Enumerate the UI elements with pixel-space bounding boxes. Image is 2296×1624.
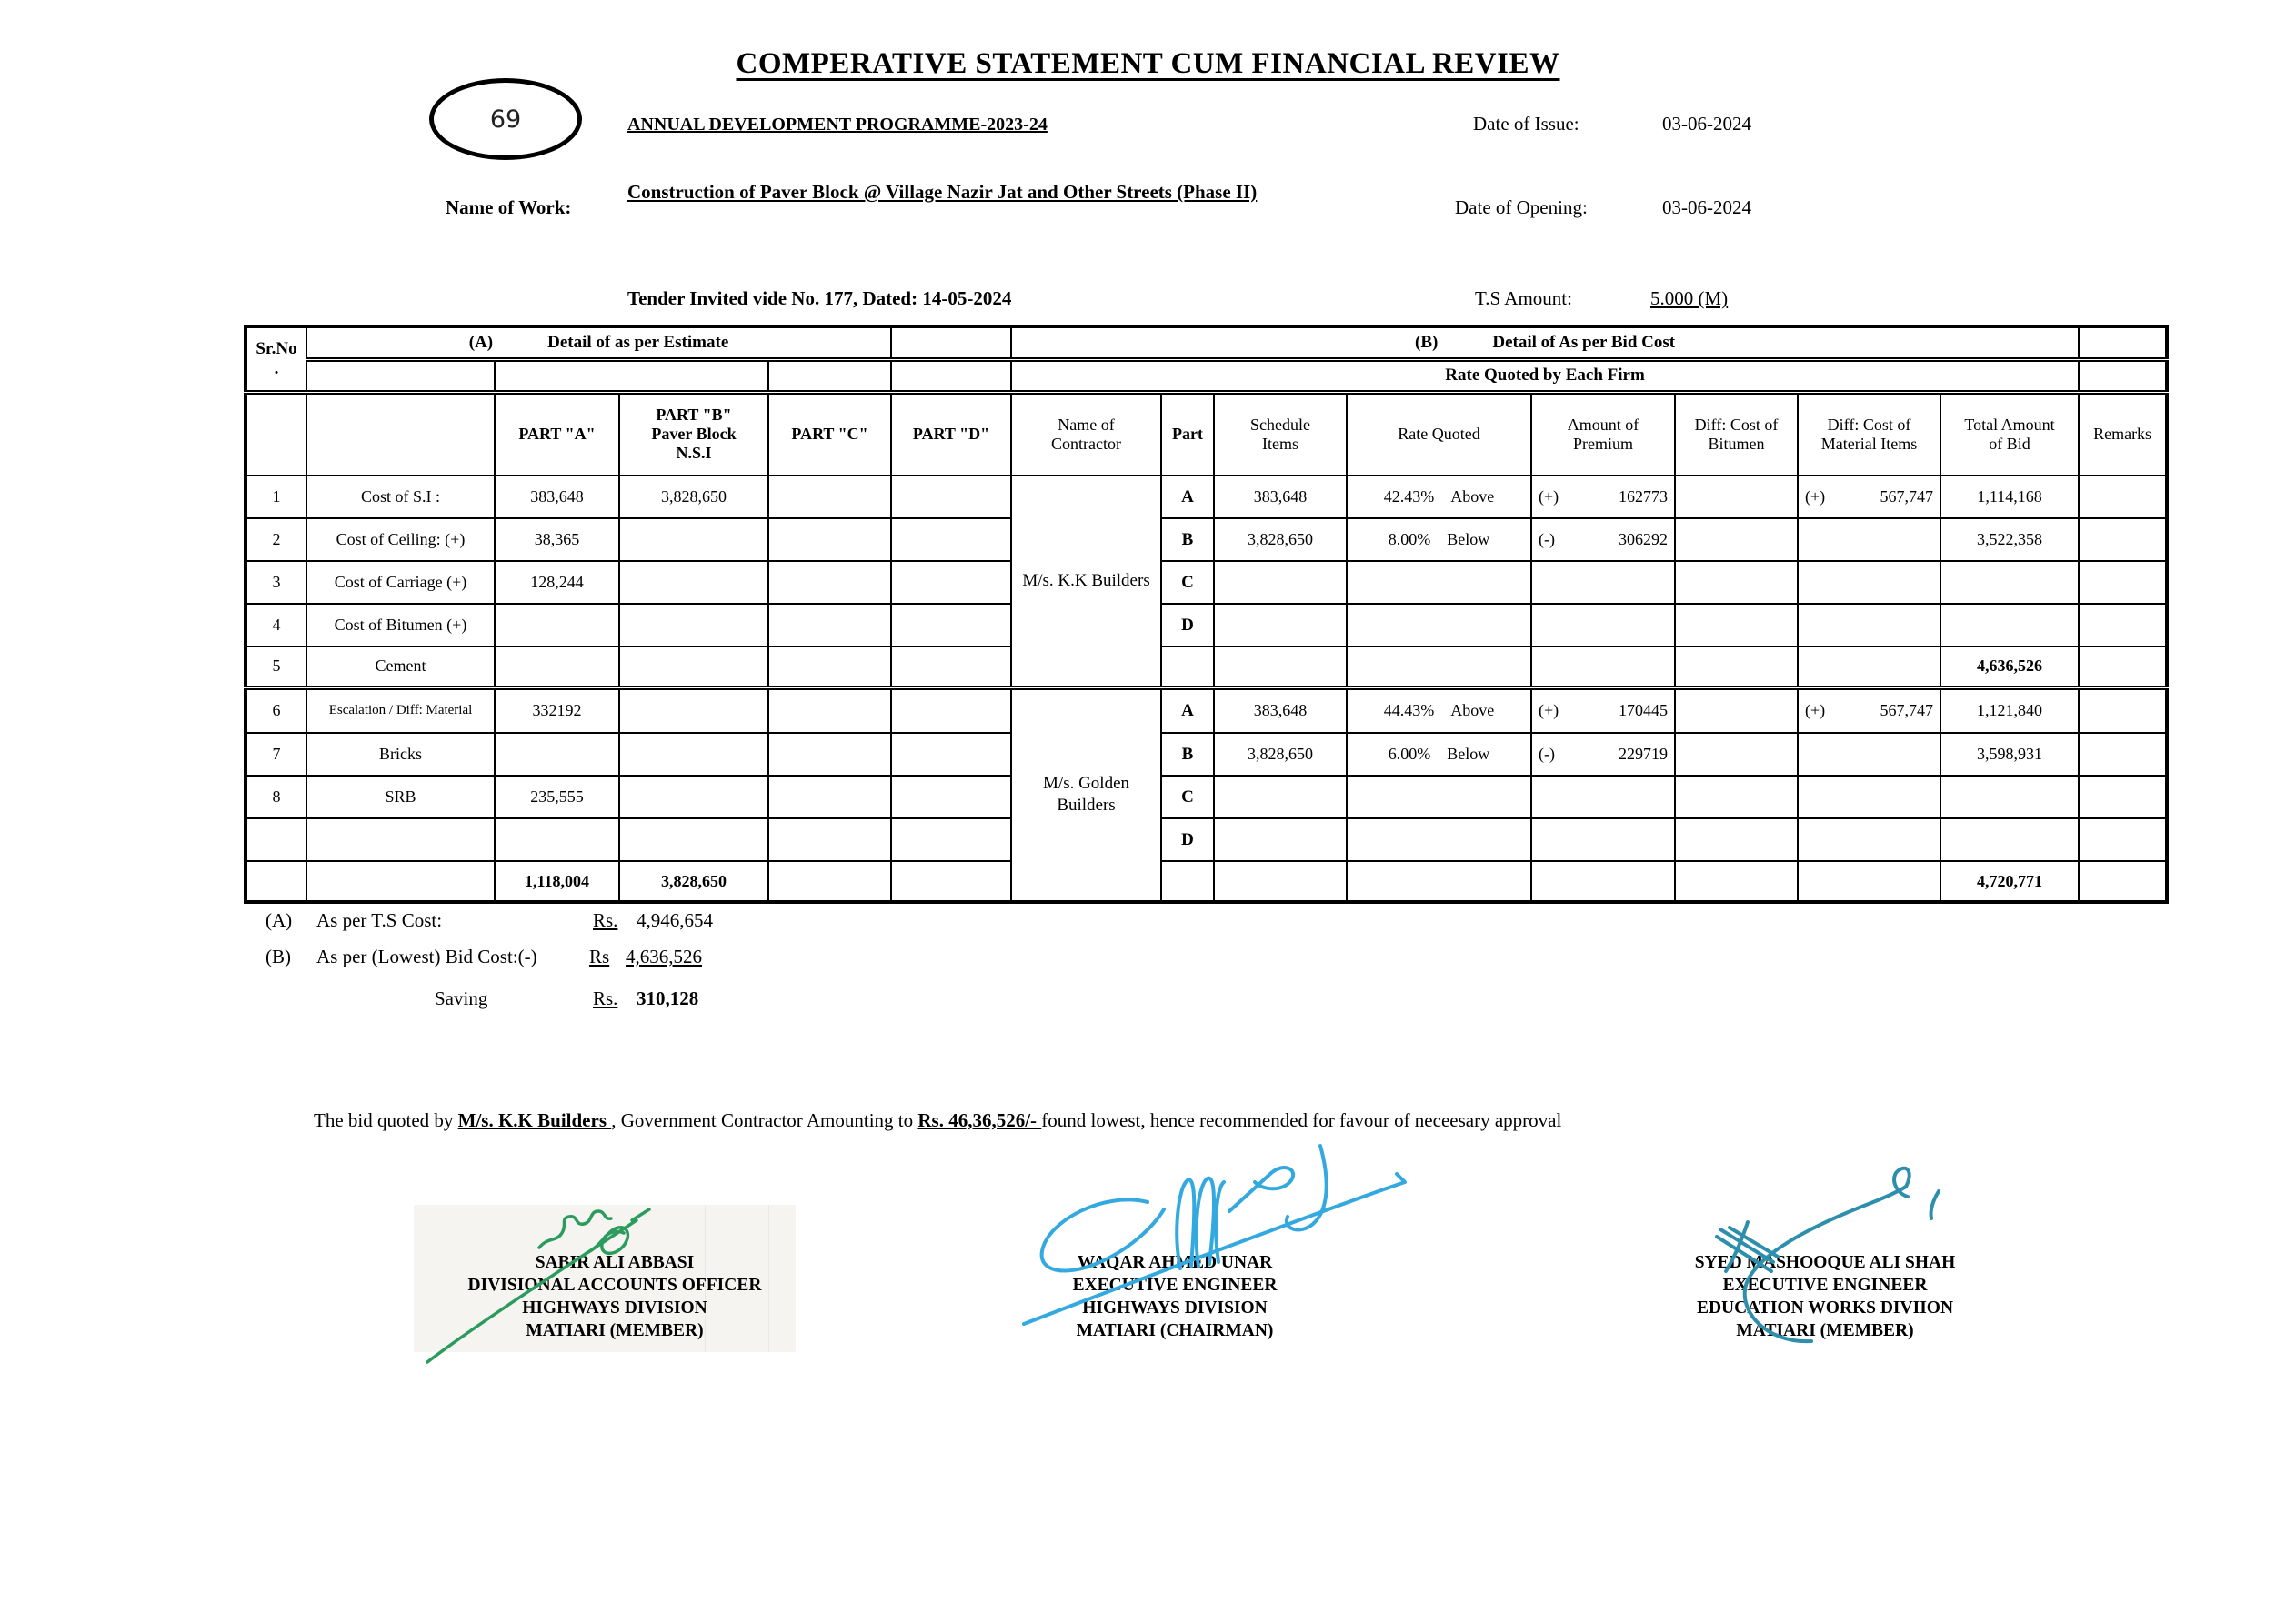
- estimate-part-c: [768, 687, 891, 733]
- serial-number-circle: [429, 78, 582, 160]
- bid-remarks: [2079, 604, 2167, 647]
- signatory-name: SABIR ALI ABBASI: [535, 1253, 695, 1272]
- signatory-division: HIGHWAYS DIVISION: [522, 1298, 707, 1318]
- estimate-part-b: [619, 776, 768, 818]
- blank-cell: [768, 359, 891, 392]
- summary-a-value: 4,946,654: [637, 909, 713, 931]
- bid-material: [1798, 518, 1940, 561]
- bid-schedule: [1214, 647, 1347, 687]
- col-header-premium: Amount of Premium: [1531, 392, 1675, 476]
- estimate-part-d: [891, 604, 1011, 647]
- col-header-part-d: PART "D": [891, 392, 1011, 476]
- estimate-part-d: [891, 476, 1011, 518]
- bid-rate-quoted: [1347, 647, 1531, 687]
- estimate-desc: Cost of Ceiling: (+): [306, 518, 495, 561]
- blank-cell: [891, 359, 1011, 392]
- bid-rate-quoted: 8.00% Below: [1347, 518, 1531, 561]
- estimate-part-d: [891, 647, 1011, 687]
- bid-rate-quoted: 6.00% Below: [1347, 733, 1531, 776]
- estimate-desc: Cement: [306, 647, 495, 687]
- bid-material: [1798, 733, 1940, 776]
- estimate-part-c: [768, 861, 891, 902]
- summary-b-value: 4,636,526: [626, 946, 702, 967]
- table-row: [246, 518, 2167, 561]
- estimate-part-d: [891, 518, 1011, 561]
- bid-premium: [1531, 604, 1675, 647]
- bid-total: [1940, 604, 2079, 647]
- bid-material: [1798, 647, 1940, 687]
- bid-rate-quoted: 42.43% Above: [1347, 476, 1531, 518]
- serial-number: 69: [489, 105, 522, 134]
- bid-bitumen: [1675, 561, 1798, 604]
- table-row: [246, 861, 2167, 902]
- estimate-part-c: [768, 776, 891, 818]
- blank-cell: [306, 359, 495, 392]
- name-of-work-value: Construction of Paver Block @ Village Nazir Jat and Other Streets (Phase II): [627, 181, 1258, 203]
- bid-schedule: [1214, 861, 1347, 902]
- summary-saving-value: 310,128: [637, 987, 699, 1009]
- table-header-row-1: [246, 326, 2167, 359]
- section-b-header: (B) Detail of As per Bid Cost: [1011, 326, 2079, 359]
- estimate-part-d: [891, 861, 1011, 902]
- bid-material: [1798, 561, 1940, 604]
- bid-material: [1798, 604, 1940, 647]
- recommendation-pre: The bid quoted by: [314, 1109, 458, 1131]
- bid-bitumen: [1675, 861, 1798, 902]
- estimate-part-d: [891, 776, 1011, 818]
- bid-bitumen: [1675, 476, 1798, 518]
- ts-amount-label: T.S Amount:: [1475, 287, 1572, 309]
- bid-total: 3,598,931: [1940, 733, 2079, 776]
- estimate-part-a: [495, 733, 619, 776]
- bid-remarks: [2079, 861, 2167, 902]
- estimate-part-b: [619, 604, 768, 647]
- estimate-part-d: [891, 687, 1011, 733]
- bid-premium: [1531, 861, 1675, 902]
- estimate-part-a: 383,648: [495, 476, 619, 518]
- estimate-part-c: [768, 518, 891, 561]
- bid-rate-quoted: [1347, 561, 1531, 604]
- estimate-part-a: [495, 818, 619, 861]
- bid-schedule: 3,828,650: [1214, 518, 1347, 561]
- estimate-srno: 5: [246, 647, 306, 687]
- summary-saving-label: Saving: [435, 987, 488, 1009]
- table-row: [246, 818, 2167, 861]
- estimate-srno: [246, 861, 306, 902]
- estimate-srno: 2: [246, 518, 306, 561]
- summary-a-currency: Rs.: [593, 909, 618, 931]
- estimate-part-b: [619, 733, 768, 776]
- estimate-desc: [306, 818, 495, 861]
- bid-bitumen: [1675, 687, 1798, 733]
- tender-invited-line: Tender Invited vide No. 177, Dated: 14-05-2024: [627, 287, 1012, 309]
- col-header-part-a: PART "A": [495, 392, 619, 476]
- bid-premium: (-) 306292: [1531, 518, 1675, 561]
- table-row: [246, 647, 2167, 687]
- estimate-total-part-a: 1,118,004: [495, 861, 619, 902]
- bid-schedule: [1214, 818, 1347, 861]
- bid-premium: [1531, 818, 1675, 861]
- signatory-name: SYED MASHOOQUE ALI SHAH: [1694, 1253, 1956, 1272]
- blank-cell: [2079, 359, 2167, 392]
- section-a-header: (A) Detail of as per Estimate: [306, 326, 891, 359]
- estimate-part-a: 332192: [495, 687, 619, 733]
- estimate-srno: 6: [246, 687, 306, 733]
- bid-schedule: [1214, 604, 1347, 647]
- estimate-part-b: [619, 818, 768, 861]
- bid-material: (+) 567,747: [1798, 687, 1940, 733]
- rate-quoted-banner: Rate Quoted by Each Firm: [1011, 359, 2079, 392]
- bid-bitumen: [1675, 733, 1798, 776]
- bid-part: [1161, 861, 1214, 902]
- signatory-role: MATIARI (MEMBER): [1736, 1321, 1914, 1340]
- bid-rate-quoted: [1347, 861, 1531, 902]
- recommendation-line: [314, 1109, 2132, 1132]
- bid-bitumen: [1675, 647, 1798, 687]
- recommendation-mid: , Government Contractor Amounting to: [611, 1109, 918, 1131]
- estimate-part-b: [619, 561, 768, 604]
- bid-premium: [1531, 561, 1675, 604]
- col-header-total-bid: Total Amount of Bid: [1940, 392, 2079, 476]
- bid-premium: [1531, 776, 1675, 818]
- bid-remarks: [2079, 687, 2167, 733]
- bid-remarks: [2079, 518, 2167, 561]
- signature-block-member-2: [1589, 1251, 2061, 1342]
- table-row: [246, 476, 2167, 518]
- summary-b-currency: Rs: [589, 946, 610, 967]
- bid-bitumen: [1675, 776, 1798, 818]
- bid-schedule: 383,648: [1214, 687, 1347, 733]
- date-of-issue-label: Date of Issue:: [1473, 113, 1579, 135]
- estimate-part-b: 3,828,650: [619, 476, 768, 518]
- estimate-desc: SRB: [306, 776, 495, 818]
- bid-total: 1,121,840: [1940, 687, 2079, 733]
- estimate-desc: Bricks: [306, 733, 495, 776]
- bid-total: [1940, 818, 2079, 861]
- estimate-part-c: [768, 604, 891, 647]
- bid-rate-quoted: 44.43% Above: [1347, 687, 1531, 733]
- recommended-contractor: M/s. K.K Builders: [457, 1109, 612, 1131]
- estimate-part-a: 38,365: [495, 518, 619, 561]
- bid-part: C: [1161, 776, 1214, 818]
- col-header-contractor: Name of Contractor: [1011, 392, 1161, 476]
- blank-cell: [246, 392, 306, 476]
- bid-remarks: [2079, 647, 2167, 687]
- bid-rate-quoted: [1347, 818, 1531, 861]
- col-header-part-b: PART "B" Paver Block N.S.I: [619, 392, 768, 476]
- bid-premium: (-) 229719: [1531, 733, 1675, 776]
- date-of-opening-label: Date of Opening:: [1455, 196, 1588, 218]
- estimate-part-b: [619, 647, 768, 687]
- summary-a-label: (A): [266, 909, 293, 931]
- contractor-name: M/s. K.K Builders: [1011, 476, 1161, 687]
- summary-saving-currency: Rs.: [593, 987, 618, 1009]
- bid-grand-total: 4,636,526: [1940, 647, 2079, 687]
- bid-remarks: [2079, 776, 2167, 818]
- signatory-title: EXECUTIVE ENGINEER: [1072, 1276, 1278, 1295]
- estimate-srno: 4: [246, 604, 306, 647]
- blank-cell: [306, 392, 495, 476]
- bid-part: B: [1161, 518, 1214, 561]
- estimate-desc: Cost of S.I :: [306, 476, 495, 518]
- bid-premium: [1531, 647, 1675, 687]
- summary-a-text: As per T.S Cost:: [316, 909, 443, 931]
- bid-rate-quoted: [1347, 604, 1531, 647]
- estimate-srno: 8: [246, 776, 306, 818]
- bid-remarks: [2079, 733, 2167, 776]
- signatory-title: EXECUTIVE ENGINEER: [1722, 1276, 1928, 1295]
- table-column-header-row: [246, 392, 2167, 476]
- estimate-srno: 1: [246, 476, 306, 518]
- bid-part: D: [1161, 604, 1214, 647]
- bid-bitumen: [1675, 604, 1798, 647]
- estimate-srno: 7: [246, 733, 306, 776]
- estimate-total-part-b: 3,828,650: [619, 861, 768, 902]
- header-gap-cell: [2079, 326, 2167, 359]
- programme-title: ANNUAL DEVELOPMENT PROGRAMME-2023-24: [627, 115, 1048, 135]
- estimate-srno: [246, 818, 306, 861]
- col-header-rate-quoted: Rate Quoted: [1347, 392, 1531, 476]
- estimate-part-a: [495, 604, 619, 647]
- signatory-division: EDUCATION WORKS DIVIION: [1696, 1298, 1954, 1318]
- bid-bitumen: [1675, 518, 1798, 561]
- page-title: COMPERATIVE STATEMENT CUM FINANCIAL REVIEW: [736, 47, 1560, 80]
- ts-amount-value: 5.000 (M): [1650, 287, 1729, 309]
- estimate-part-c: [768, 647, 891, 687]
- bid-part: B: [1161, 733, 1214, 776]
- signature-block-chairman: [938, 1251, 1411, 1342]
- estimate-part-d: [891, 561, 1011, 604]
- bid-remarks: [2079, 476, 2167, 518]
- estimate-desc: [306, 861, 495, 902]
- signatory-title: DIVISIONAL ACCOUNTS OFFICER: [467, 1276, 762, 1295]
- col-header-remarks: Remarks: [2079, 392, 2167, 476]
- estimate-part-d: [891, 818, 1011, 861]
- bid-premium: (+) 170445: [1531, 687, 1675, 733]
- bid-material: [1798, 861, 1940, 902]
- bid-schedule: [1214, 561, 1347, 604]
- bid-total: 1,114,168: [1940, 476, 2079, 518]
- col-header-bitumen: Diff: Cost of Bitumen: [1675, 392, 1798, 476]
- bid-material: (+) 567,747: [1798, 476, 1940, 518]
- col-header-part-c: PART "C": [768, 392, 891, 476]
- estimate-part-c: [768, 818, 891, 861]
- bid-schedule: 3,828,650: [1214, 733, 1347, 776]
- bid-material: [1798, 776, 1940, 818]
- date-of-opening-value: 03-06-2024: [1662, 196, 1751, 218]
- col-header-schedule: Schedule Items: [1214, 392, 1347, 476]
- signatory-role: MATIARI (CHAIRMAN): [1076, 1321, 1274, 1340]
- estimate-part-a: 235,555: [495, 776, 619, 818]
- recommended-amount: Rs. 46,36,526/-: [917, 1109, 1042, 1131]
- bid-part: D: [1161, 818, 1214, 861]
- estimate-srno: 3: [246, 561, 306, 604]
- bid-part: A: [1161, 476, 1214, 518]
- signatory-role: MATIARI (MEMBER): [526, 1321, 704, 1340]
- table-row: [246, 687, 2167, 733]
- bid-remarks: [2079, 561, 2167, 604]
- summary-b-text: As per (Lowest) Bid Cost:(-): [316, 946, 537, 967]
- srno-header: Sr.No .: [246, 326, 306, 392]
- summary-b-label: (B): [266, 946, 291, 967]
- table-row: [246, 604, 2167, 647]
- bid-schedule: 383,648: [1214, 476, 1347, 518]
- bid-rate-quoted: [1347, 776, 1531, 818]
- bid-material: [1798, 818, 1940, 861]
- bid-part: [1161, 647, 1214, 687]
- estimate-desc: Cost of Carriage (+): [306, 561, 495, 604]
- estimate-part-b: [619, 687, 768, 733]
- estimate-part-c: [768, 561, 891, 604]
- name-of-work-label: Name of Work:: [446, 196, 572, 218]
- recommendation-post: found lowest, hence recommended for favour of neceesary approval: [1041, 1109, 1562, 1131]
- estimate-desc: Cost of Bitumen (+): [306, 604, 495, 647]
- date-of-issue-value: 03-06-2024: [1662, 113, 1751, 135]
- bid-part: A: [1161, 687, 1214, 733]
- signatory-name: WAQAR AHMED UNAR: [1077, 1253, 1273, 1272]
- estimate-desc: Escalation / Diff: Material: [306, 687, 495, 733]
- bid-part: C: [1161, 561, 1214, 604]
- table-row: [246, 776, 2167, 818]
- contractor-name: M/s. Golden Builders: [1011, 687, 1161, 902]
- bid-remarks: [2079, 818, 2167, 861]
- bid-total: [1940, 561, 2079, 604]
- bid-schedule: [1214, 776, 1347, 818]
- signatory-division: HIGHWAYS DIVISION: [1082, 1298, 1268, 1318]
- table-header-row-2: [246, 359, 2167, 392]
- bid-premium: (+) 162773: [1531, 476, 1675, 518]
- estimate-part-c: [768, 476, 891, 518]
- bid-bitumen: [1675, 818, 1798, 861]
- estimate-part-b: [619, 518, 768, 561]
- bid-grand-total: 4,720,771: [1940, 861, 2079, 902]
- bid-total: [1940, 776, 2079, 818]
- header-gap-cell: [891, 326, 1011, 359]
- estimate-part-a: [495, 647, 619, 687]
- estimate-part-d: [891, 733, 1011, 776]
- table-row: [246, 561, 2167, 604]
- estimate-part-c: [768, 733, 891, 776]
- estimate-part-a: 128,244: [495, 561, 619, 604]
- col-header-material: Diff: Cost of Material Items: [1798, 392, 1940, 476]
- blank-cell: [495, 359, 768, 392]
- comparative-statement-table: [244, 325, 2169, 904]
- bid-total: 3,522,358: [1940, 518, 2079, 561]
- signature-block-member-1: [378, 1251, 851, 1342]
- col-header-part: Part: [1161, 392, 1214, 476]
- table-row: [246, 733, 2167, 776]
